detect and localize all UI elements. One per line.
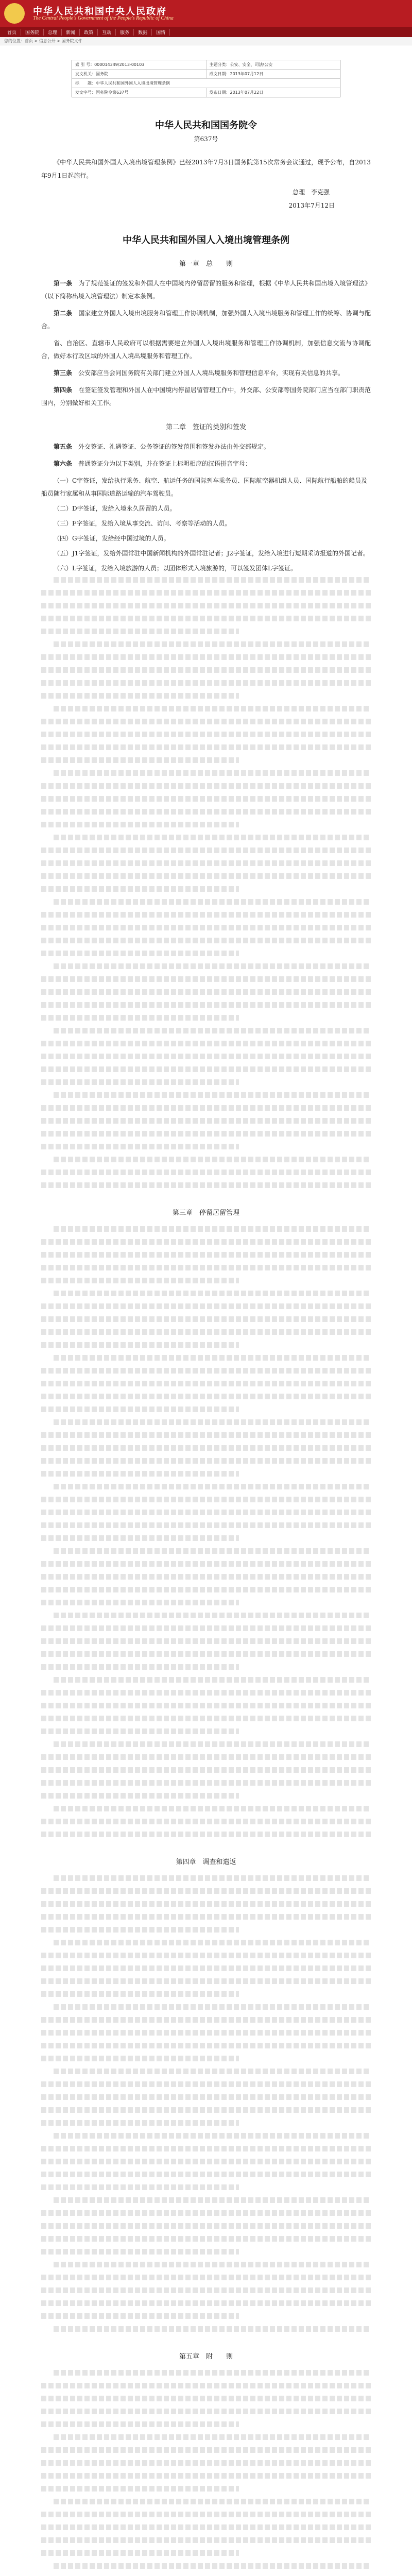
nav-item[interactable]: 国务院	[21, 29, 44, 36]
text-line	[54, 1741, 371, 1747]
text-line	[54, 1092, 371, 1098]
text-line	[41, 1239, 371, 1245]
text-line	[41, 1625, 371, 1631]
text-line	[41, 1690, 371, 1696]
text-line	[41, 2447, 371, 2453]
text-line	[41, 1497, 371, 1502]
text-line	[41, 2030, 371, 2036]
text-line	[54, 1226, 371, 1232]
text-line	[54, 1548, 371, 1554]
text-line	[54, 770, 371, 776]
body-text-block	[41, 577, 371, 1195]
text-line	[54, 1291, 371, 1296]
text-line	[41, 2210, 371, 2216]
text-line	[41, 654, 371, 660]
text-line	[41, 1587, 371, 1592]
article-number: 第六条	[54, 460, 73, 467]
text-line	[41, 925, 371, 930]
text-line	[54, 835, 371, 840]
text-line	[54, 1613, 371, 1618]
text-line	[41, 2287, 371, 2293]
text-line	[41, 809, 371, 815]
law-title: 中华人民共和国外国人入境出境管理条例	[123, 235, 289, 246]
text-line	[41, 2159, 371, 2164]
text-line	[54, 1419, 371, 1425]
text-line	[41, 1819, 371, 1824]
text-line	[54, 2133, 371, 2139]
article-number: 第三条	[54, 369, 73, 377]
article-text: 国家建立外国人入境出境服务和管理工作协调机制，加强外国人入境出境服务和管理工作的统筹、协调与配合。	[41, 310, 371, 330]
site-banner	[0, 0, 412, 27]
text-line	[41, 693, 239, 699]
body-text-block	[41, 2370, 371, 2576]
article	[41, 367, 371, 380]
article	[41, 307, 371, 333]
text-line	[41, 1342, 239, 1348]
article	[41, 277, 371, 303]
text-line	[41, 2236, 371, 2242]
text-line	[41, 2421, 239, 2427]
main-nav	[0, 27, 412, 37]
text-line	[41, 1445, 371, 1451]
text-line	[54, 1355, 371, 1361]
text-line	[54, 1028, 371, 1033]
list-item: （二）D字签证，发给入境永久居留的人员。	[54, 505, 176, 512]
text-line	[41, 1522, 371, 1528]
text-line	[54, 2434, 371, 2440]
text-line	[54, 1677, 371, 1683]
nav-item[interactable]: 首页	[3, 29, 21, 36]
meta-row	[72, 88, 340, 97]
text-line	[41, 1651, 371, 1657]
article-number: 第一条	[54, 280, 73, 287]
text-line	[54, 1484, 371, 1489]
text-line	[41, 2056, 239, 2061]
meta-row	[72, 60, 340, 70]
text-line	[41, 1754, 371, 1760]
chapter-heading: 第四章 调查和遣返	[176, 1858, 236, 1866]
text-line	[41, 1118, 371, 1124]
text-line	[41, 1329, 371, 1335]
text-line	[54, 1875, 371, 1881]
article-paragraph: 省、自治区、直辖市人民政府可以根据需要建立外国人入境出境服务和管理工作协调机制，加强信息交流与协调配合，做好本行政区域的外国人入境出境服务和管理工作。	[41, 340, 371, 360]
text-line	[41, 822, 239, 827]
text-line	[41, 1131, 371, 1137]
text-line	[41, 1432, 371, 1438]
list-item: （六）L字签证，发给入境旅游的人员；以团体形式入境旅游的，可以签发团体L字签证。	[54, 565, 297, 572]
text-line	[41, 2524, 371, 2530]
meta-pub-date: 发布日期：2013年07月22日	[209, 90, 264, 95]
text-line	[41, 1914, 371, 1920]
order-signer: 总理 李克强	[292, 189, 330, 196]
meta-row	[72, 79, 340, 88]
text-line	[41, 744, 371, 750]
list-item: （三）F字签证，发给入境从事交流、访问、考察等活动的人员。	[54, 520, 231, 527]
text-line	[41, 1079, 239, 1085]
text-line	[41, 629, 239, 634]
text-line	[54, 2499, 371, 2504]
text-line	[54, 2004, 371, 2010]
text-line	[54, 2197, 371, 2203]
text-line	[41, 1793, 239, 1799]
document-page	[41, 45, 371, 2576]
text-line	[41, 2537, 371, 2543]
text-line	[41, 2223, 371, 2229]
text-line	[54, 2262, 371, 2267]
order-title: 中华人民共和国国务院令	[155, 120, 257, 131]
text-line	[54, 1157, 371, 1162]
text-line	[41, 1953, 371, 1958]
text-line	[41, 1600, 239, 1605]
text-line	[41, 1015, 239, 1021]
text-line	[41, 1406, 239, 1412]
site-title-english: The Central People's Government of the People's Republic of China	[33, 15, 174, 21]
meta-doc-no: 发文字号：国务院令第637号	[72, 88, 207, 97]
text-line	[41, 2409, 371, 2414]
text-line	[54, 706, 371, 711]
text-line	[41, 2094, 371, 2100]
article	[41, 457, 371, 470]
article-text: 为了规范签证的签发和外国人在中国境内停留居留的服务和管理，根据《中华人民共和国出境入境管理法》（以下简称出境入境管理法）制定本条例。	[41, 280, 371, 300]
text-line	[41, 1664, 239, 1670]
article-text: 外交签证、礼遇签证、公务签证的签发范围和签发办法由外交部规定。	[78, 443, 270, 450]
text-line	[41, 1638, 371, 1644]
text-line	[41, 2396, 371, 2401]
text-line	[41, 2383, 371, 2388]
text-line	[54, 899, 371, 905]
text-line	[41, 1394, 371, 1399]
text-line	[54, 2326, 371, 2332]
text-line	[41, 1535, 239, 1541]
text-line	[41, 1780, 371, 1786]
text-line	[41, 1716, 371, 1721]
text-line	[41, 1303, 371, 1309]
nav-item[interactable]: 总理	[44, 29, 62, 36]
text-line	[41, 1252, 371, 1258]
text-line	[41, 783, 371, 789]
breadcrumb	[0, 37, 412, 45]
text-line	[41, 2275, 371, 2280]
text-line	[41, 1965, 371, 1971]
meta-category: 主题分类：公安、安全、司法\公安	[209, 62, 273, 67]
text-line	[41, 2107, 371, 2113]
text-line	[41, 1368, 371, 1374]
text-line	[54, 1940, 371, 1945]
text-line	[41, 2300, 371, 2306]
document-metadata-table	[72, 60, 340, 97]
body-text-block	[41, 1875, 371, 2339]
text-line	[41, 951, 239, 956]
text-line	[41, 938, 371, 943]
text-line	[41, 1182, 371, 1188]
order-date: 2013年7月12日	[288, 202, 335, 209]
text-line	[41, 1978, 371, 1984]
list-item: （四）G字签证，发给经中国过境的人员。	[54, 535, 170, 542]
text-line	[41, 1728, 239, 1734]
text-line	[41, 1144, 239, 1149]
text-line	[41, 732, 371, 737]
text-line	[41, 667, 371, 673]
text-line	[41, 848, 371, 853]
text-line	[41, 1510, 371, 1515]
text-line	[41, 680, 371, 686]
order-number: 第637号	[194, 135, 218, 143]
text-line	[54, 1806, 371, 1811]
chapter-heading: 第三章 停留居留管理	[172, 1209, 239, 1217]
text-line	[41, 2146, 371, 2151]
body-text-block	[41, 1226, 371, 1844]
meta-issuer: 发文机关：国务院	[72, 70, 207, 78]
text-line	[41, 2486, 239, 2492]
text-line	[41, 1265, 371, 1270]
text-line	[41, 1170, 371, 1175]
list-item: （一）C字签证，发给执行乘务、航空、航运任务的国际列车乘务员、国际航空器机组人员、国际航行船舶的船员及船员随行家属和从事国际道路运输的汽车驾驶员。	[41, 477, 368, 497]
breadcrumb-text[interactable]: 您的位置：首页 > 信息公开 > 国务院文件	[4, 39, 82, 43]
list-item: （五）J1字签证，发给外国常驻中国新闻机构的外国常驻记者；J2字签证，发给入境进行短期采访报道的外国记者。	[54, 550, 369, 557]
text-line	[41, 1888, 371, 1894]
nav-item[interactable]: 互动	[98, 29, 116, 36]
text-line	[41, 1471, 239, 1477]
text-line	[41, 719, 371, 724]
text-line	[41, 796, 371, 802]
text-line	[41, 1054, 371, 1059]
text-line	[41, 1767, 371, 1773]
text-line	[41, 2512, 371, 2517]
text-line	[41, 757, 239, 763]
text-line	[54, 2069, 371, 2074]
text-line	[41, 1002, 371, 1008]
text-line	[54, 2370, 371, 2376]
order-text: 《中华人民共和国外国人入境出境管理条例》已经2013年7月3日国务院第15次常务会议通过，现予公布，自2013年9月1日起施行。	[41, 159, 371, 179]
text-line	[54, 2563, 371, 2569]
chapter-heading: 第五章 附 则	[179, 2353, 233, 2361]
text-line	[41, 1927, 239, 1933]
meta-row	[72, 70, 340, 79]
article	[41, 440, 371, 453]
text-line	[41, 616, 371, 621]
text-line	[41, 603, 371, 608]
nav-item[interactable]: 服务	[116, 29, 134, 36]
text-line	[41, 1574, 371, 1580]
text-line	[41, 2550, 239, 2556]
text-line	[41, 2120, 239, 2126]
text-line	[41, 1991, 239, 1997]
text-line	[41, 2460, 371, 2466]
text-line	[41, 1832, 371, 1837]
text-line	[54, 577, 371, 583]
text-line	[41, 1901, 371, 1907]
text-line	[41, 886, 239, 892]
text-line	[54, 963, 371, 969]
text-line	[41, 2313, 239, 2319]
text-line	[54, 641, 371, 647]
text-line	[41, 1066, 371, 1072]
article	[41, 384, 371, 410]
text-line	[41, 2473, 371, 2479]
meta-date-written: 成文日期：2013年07月12日	[209, 72, 264, 76]
text-line	[41, 976, 371, 982]
text-line	[41, 860, 371, 866]
text-line	[41, 1316, 371, 1322]
nav-item[interactable]: 政策	[80, 29, 98, 36]
article-text: 在签证签发管理和外国人在中国境内停留居留管理工作中，外交部、公安部等国务院部门应当在部门职责范围内，分别做好相关工作。	[41, 386, 371, 406]
chapter-heading: 第一章 总 则	[179, 260, 233, 268]
national-emblem-icon	[4, 3, 25, 24]
text-line	[41, 2017, 371, 2023]
nav-item[interactable]: 国情	[152, 29, 170, 36]
chapter-heading: 第二章 签证的类别和签发	[165, 423, 246, 431]
text-line	[41, 1703, 371, 1708]
text-line	[41, 2249, 239, 2255]
text-line	[41, 989, 371, 995]
text-line	[41, 912, 371, 918]
site-title[interactable]: 中华人民共和国中央人民政府	[33, 6, 167, 17]
article-number: 第四条	[54, 386, 73, 394]
text-line	[41, 1278, 239, 1283]
meta-doc-title: 标 题：中华人民共和国外国人入境出境管理条例	[75, 81, 170, 86]
text-line	[41, 2081, 371, 2087]
text-line	[41, 1381, 371, 1386]
text-line	[41, 1561, 371, 1567]
article-text: 普通签证分为以下类别，并在签证上标明相应的汉语拼音字母：	[78, 460, 252, 467]
meta-index-no: 索 引 号：000014349/2013-00103	[72, 60, 207, 69]
text-line	[41, 2043, 371, 2048]
article-text: 公安部应当会同国务院有关部门建立外国人入境出境服务和管理信息平台，实现有关信息的共享。	[78, 369, 345, 377]
nav-item[interactable]: 数据	[134, 29, 152, 36]
text-line	[41, 873, 371, 879]
text-line	[41, 1105, 371, 1111]
text-line	[41, 590, 371, 596]
text-line	[41, 1458, 371, 1464]
article-number: 第五条	[54, 443, 73, 450]
text-line	[41, 2172, 371, 2177]
nav-item[interactable]: 新闻	[62, 29, 80, 36]
text-line	[41, 2184, 239, 2190]
article-number: 第二条	[54, 310, 73, 317]
text-line	[41, 1041, 371, 1046]
